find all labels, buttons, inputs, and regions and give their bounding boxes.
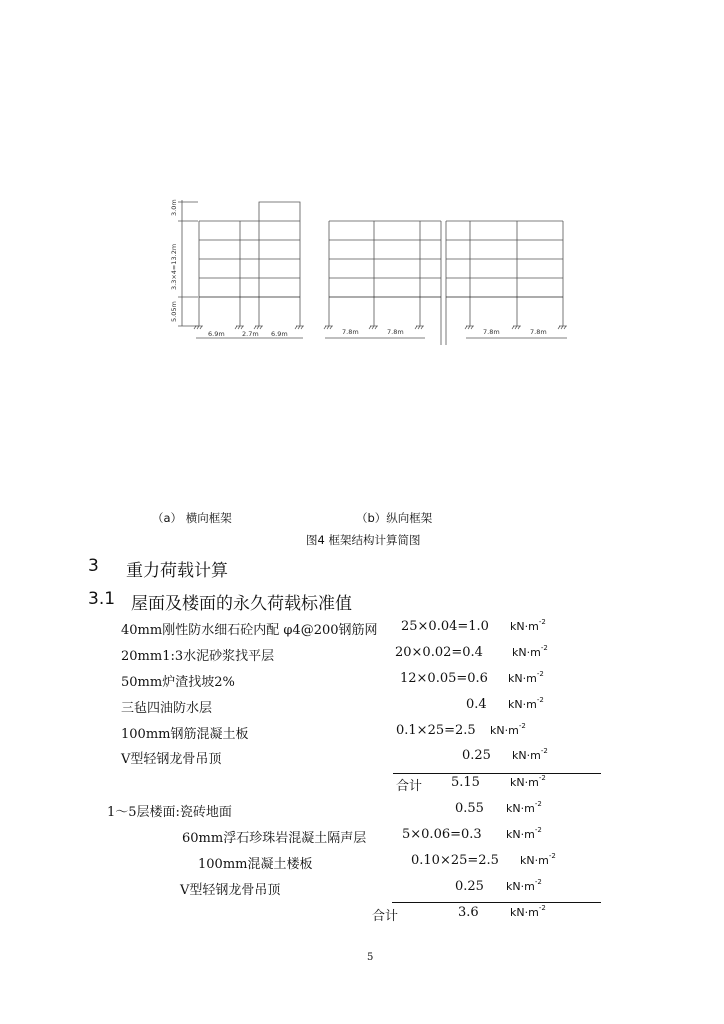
floor-unit: $kN\cdot m^{-2}$ [520,852,556,867]
section-3-1-title: 屋面及楼面的永久荷载标准值 [131,594,352,614]
roof-item: 20mm1:3水泥砂浆找平层 [121,649,275,664]
figure-caption: 图4 框架结构计算简图 [306,533,421,547]
dim-top-label: 3.0m [170,199,178,216]
span-label: 7.8m [483,328,500,336]
roof-total-unit: $kN\cdot m^{-2}$ [510,774,546,789]
span-label: 7.8m [342,328,359,336]
floor-total-label: 合计 [372,909,399,924]
roof-total-label: 合计 [396,779,423,794]
longitudinal-frame-right [446,221,567,345]
floor-unit: $kN\cdot m^{-2}$ [506,826,542,841]
roof-calc: 0.1×25=2.5 [396,723,476,738]
longitudinal-frame-left [325,221,441,345]
subcaption-a: （a） 横向框架 [152,511,232,525]
roof-total-rule [393,773,601,774]
roof-item: 40mm刚性防水细石砼内配 φ4@200钢筋网 [121,623,378,638]
roof-calc: 0.25 [462,748,491,763]
floor-item: 60mm浮石珍珠岩混凝土隔声层 [182,831,367,846]
span-label: 6.9m [271,330,288,338]
floor-item: 100mm混凝土楼板 [198,857,313,872]
dim-mid-label: 3.3×4=13.2m [170,243,178,290]
roof-calc: 20×0.02=0.4 [395,645,483,660]
floor-total-unit: $kN\cdot m^{-2}$ [510,904,546,919]
roof-unit: $kN\cdot m^{-2}$ [512,644,548,659]
floor-calc: 5×0.06=0.3 [402,827,482,842]
span-label: 2.7m [242,330,259,338]
section-3-number: 3 [88,556,99,576]
section-3-1-number: 3.1 [88,589,116,609]
roof-unit: $kN\cdot m^{-2}$ [508,696,544,711]
roof-unit: $kN\cdot m^{-2}$ [490,722,526,737]
roof-total-value: 5.15 [451,775,480,790]
section-3-title: 重力荷载计算 [126,561,228,581]
floor-calc: 0.55 [455,801,484,816]
floor-calc: 0.25 [455,879,484,894]
dim-bottom-label: 5.05m [170,301,178,322]
roof-calc: 12×0.05=0.6 [400,671,488,686]
transverse-frame [178,200,303,338]
span-label: 7.8m [387,328,404,336]
roof-calc: 0.4 [466,697,487,712]
subcaption-b: （b）纵向框架 [356,511,433,525]
roof-unit: $kN\cdot m^{-2}$ [510,618,546,633]
roof-unit: $kN\cdot m^{-2}$ [508,670,544,685]
floor-item: V型轻钢龙骨吊顶 [180,883,281,898]
floor-unit: $kN\cdot m^{-2}$ [506,878,542,893]
roof-item: 三毡四油防水层 [121,701,213,716]
roof-item: 100mm钢筋混凝土板 [121,727,249,742]
roof-item: 50mm炉渣找坡2% [121,675,235,690]
fixed-support-icons [194,326,567,329]
floor-total-value: 3.6 [458,905,479,920]
frame-diagram [0,0,724,360]
span-label: 6.9m [208,330,225,338]
span-label: 7.8m [530,328,547,336]
floor-calc: 0.10×25=2.5 [411,853,499,868]
roof-unit: $kN\cdot m^{-2}$ [512,747,548,762]
page-number: 5 [367,952,374,963]
floor-total-rule [392,902,601,903]
roof-item: V型轻钢龙骨吊顶 [121,752,222,767]
floor-unit: $kN\cdot m^{-2}$ [506,800,542,815]
roof-calc: 25×0.04=1.0 [401,619,489,634]
floor-item: 1～5层楼面:瓷砖地面 [107,805,232,820]
